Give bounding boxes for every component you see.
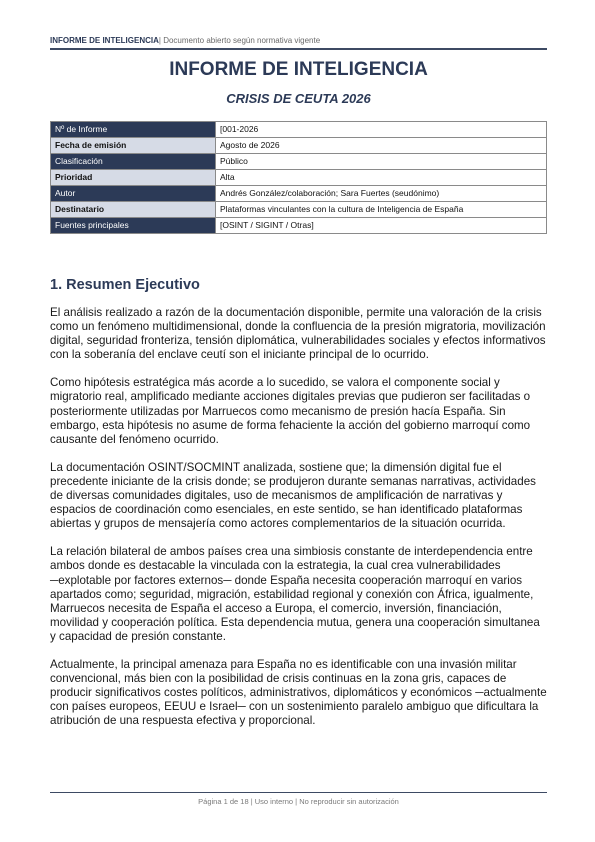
metadata-row-priority <box>51 170 547 186</box>
metadata-key: Nº de Informe <box>51 122 216 138</box>
metadata-key: Autor <box>51 186 216 202</box>
body-paragraph: La documentación OSINT/SOCMINT analizada, sostiene que; la dimensión digital fue el precedente iniciante de la crisis donde; se produjeron durante semanas narrativas, actividades de diversas comunidades digitales, uso de mecanismos de amplificación de narrativas y espacios de coordinación como esenciales, en este sentido, se han identificado plataformas abiertas y grupos de mensajería como actores complementarios de la situación ocurrida. <box>50 460 536 531</box>
metadata-row-recipient <box>51 202 547 218</box>
header-note: Documento abierto según normativa vigente <box>160 36 321 45</box>
header-divider <box>50 48 547 50</box>
document-title: INFORME DE INTELIGENCIA <box>169 59 428 80</box>
body-paragraph: La relación bilateral de ambos países crea una simbiosis constante de interdependencia entre ambos donde es destacable la vinculada con la estrategia, la cual crea vulnerabilidades ─explotable por factores externos─ donde España necesita cooperación marroquí en varios apartados como; seguridad, migración, estabilidad regional y conexión con África, igualmente, Marruecos necesita de España el acceso a Europa, el comercio, inversión, financiación, movilidad y cooperación política. Esta dependencia mutua, genera una cooperación simultanea y capacidad de presión constante. <box>50 545 540 643</box>
header-separator: | <box>158 36 161 45</box>
metadata-key: Destinatario <box>51 202 216 218</box>
running-footer: Página 1 de 18 | Uso interno | No reproducir sin autorización <box>198 797 399 806</box>
metadata-row-author <box>51 186 547 202</box>
metadata-value: Público <box>216 154 547 170</box>
metadata-key: Clasificación <box>51 154 216 170</box>
body-paragraph: Actualmente, la principal amenaza para España no es identificable con una invasión militar convencional, más bien con la posibilidad de crisis continuas en la zona gris, capaces de producir significativos costes políticos, administrativos, diplomáticos y económicos ─actualmente con países europeos, EEUU e Israel─ con un sostenimiento paralelo ambiguo que dificultara la atribución de una respuesta efectiva y proporcional. <box>50 657 547 728</box>
metadata-row-classification <box>51 154 547 170</box>
metadata-value: Plataformas vinculantes con la cultura de Inteligencia de España <box>216 202 547 218</box>
metadata-row-sources <box>51 218 547 234</box>
metadata-value: Alta <box>216 170 547 186</box>
metadata-key: Fecha de emisión <box>51 138 216 154</box>
body-paragraph: Como hipótesis estratégica más acorde a lo sucedido, se valora el componente social y migratorio real, amplificado mediante acciones digitales previas que pudieron ser facilitadas o posteriormente utilizadas por Marruecos como mecanismo de presión hacía España. Sin embargo, esta hipótesis no asume de forma fehaciente la acción del gobierno marroquí como causante del fenómeno ocurrido. <box>50 376 531 446</box>
metadata-value: Agosto de 2026 <box>216 138 547 154</box>
metadata-row-report-number <box>51 122 547 138</box>
footer-divider <box>50 792 547 793</box>
document-subtitle: CRISIS DE CEUTA 2026 <box>226 91 371 106</box>
metadata-row-issue-date <box>51 138 547 154</box>
body-paragraph: El análisis realizado a razón de la documentación disponible, permite una valoración de la crisis como un fenómeno multidimensional, donde la confluencia de la presión migratoria, movilización digital, seguridad fronteriza, tensión diplomática, vulnerabilidades sociales y efectos informativos con la soberanía del enclave ceutí son el iniciante principal de lo ocurrido. <box>50 306 546 362</box>
metadata-value: Andrés González/colaboración; Sara Fuertes (seudónimo) <box>216 186 547 202</box>
report-metadata-table <box>50 121 547 234</box>
running-header <box>50 36 547 46</box>
metadata-value: [OSINT / SIGINT / Otras] <box>216 218 547 234</box>
metadata-value: [001-2026 <box>216 122 547 138</box>
metadata-key: Fuentes principales <box>51 218 216 234</box>
section-body <box>50 306 547 742</box>
header-brand: INFORME DE INTELIGENCIA <box>50 36 159 45</box>
metadata-key: Prioridad <box>51 170 216 186</box>
section-heading: 1. Resumen Ejecutivo <box>50 277 200 293</box>
